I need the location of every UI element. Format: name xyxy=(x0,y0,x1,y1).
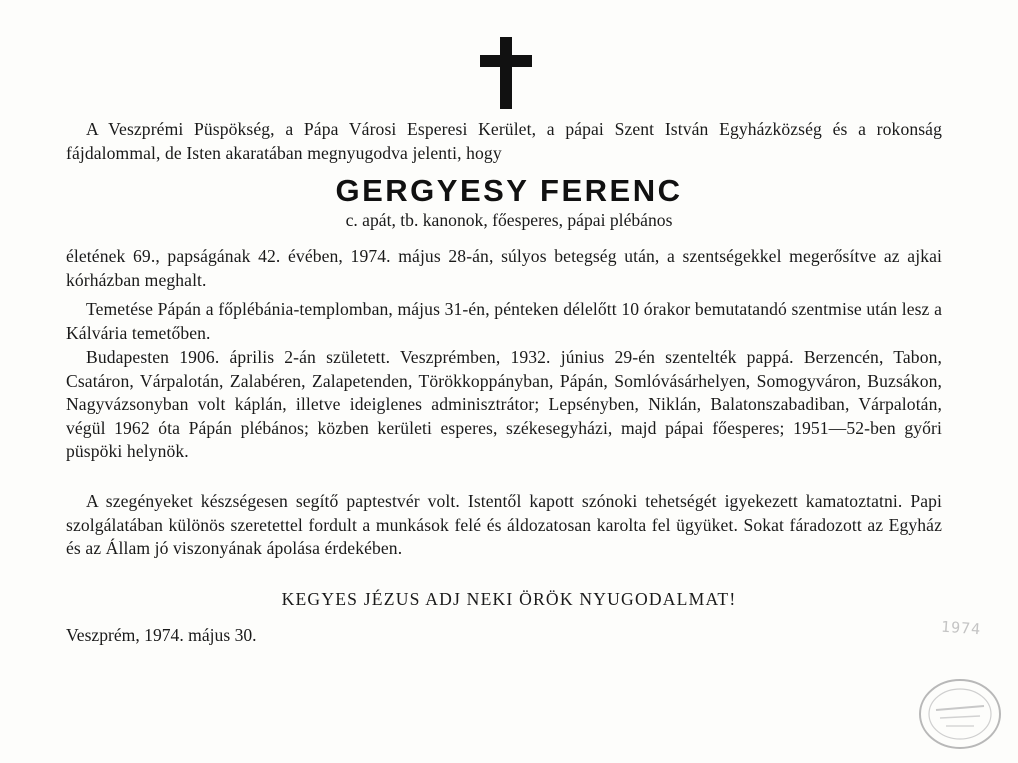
archive-stamp-icon xyxy=(916,676,1004,752)
charity-text: A szegényeket készségesen segítő paptestvér volt. Istentől kapott szónoki tehetségét igyekezett kamatoztatni. Papi szolgálatában különös szeretettel fordult a munkások felé és áldozatosan karolta fel ügyüket. Sokat fáradozott az Egyház és az Állam jó viszonyának ápolása érdekében. xyxy=(66,491,942,558)
place-date-signoff: Veszprém, 1974. május 30. xyxy=(66,625,257,645)
biography-text: Budapesten 1906. április 2-án született. Veszprémben, 1932. június 29-én szentelték pappá. Berzencén, Tabon, Csatáron, Várpalotán, Zalabéren, Zalapetenden, Törökkoppányban, Pápán, Somlóvásárhelyen, Somogyváron, Buzsákon, Nagyvázsonyban volt káplán, illetve ideiglenes adminisztrátor; Lepsényben, Niklán, Balatonszabadiban, Várpalotán, végül 1962 óta Pápán plébános; közben kerületi esperes, székesegyházi, majd pápai főesperes; 1951—52-ben győri püspöki helynök. xyxy=(66,347,942,461)
biography-paragraph xyxy=(66,346,942,464)
funeral-text: Temetése Pápán a főplébánia-templomban, május 31-én, pénteken délelőtt 10 órakor bemutatandó szentmise után lesz a Kálvária temetőben. xyxy=(66,299,942,343)
deceased-name: GERGYESY FERENC xyxy=(335,173,683,208)
intro-paragraph xyxy=(66,118,942,165)
intro-text: A Veszprémi Püspökség, a Pápa Városi Esperesi Kerület, a pápai Szent István Egyházközség és a rokonság fájdalommal, de Isten akaratában megnyugodva jelenti, hogy xyxy=(66,119,942,163)
death-paragraph: életének 69., papságának 42. évében, 1974. május 28-án, súlyos betegség után, a szentségekkel megerősítve az ajkai kórházban meghalt. xyxy=(66,246,942,290)
closing-prayer: KEGYES JÉZUS ADJ NEKI ÖRÖK NYUGODALMAT! xyxy=(281,589,737,609)
funeral-paragraph xyxy=(66,298,942,345)
latin-cross-icon xyxy=(480,37,532,109)
charity-paragraph xyxy=(66,490,942,561)
archive-year-mark: 1974 xyxy=(940,617,982,639)
deceased-titles: c. apát, tb. kanonok, főesperes, pápai plébános xyxy=(345,210,673,230)
